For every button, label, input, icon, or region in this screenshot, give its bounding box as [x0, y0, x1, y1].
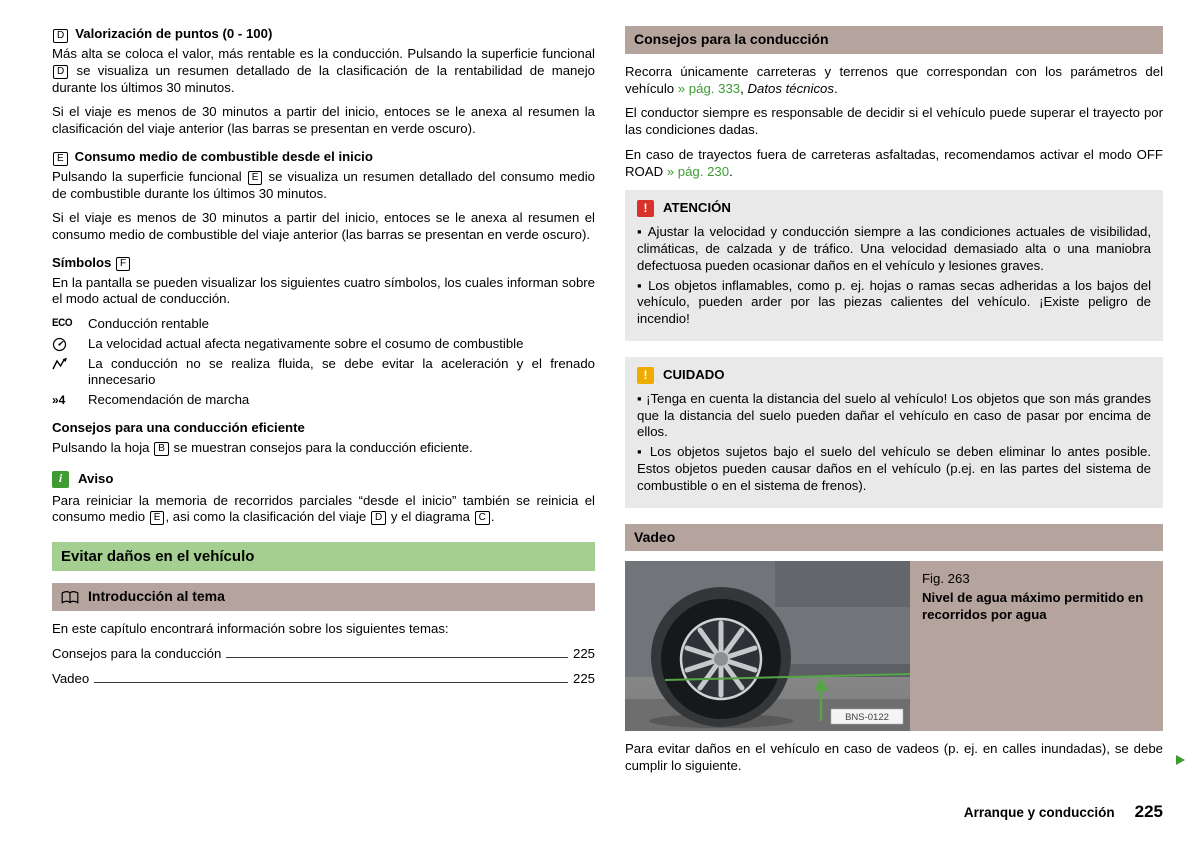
heading-consumo-label: Consumo medio de combustible desde el inicio: [74, 148, 373, 164]
aviso-title: Aviso: [78, 470, 114, 486]
paragraph: [625, 64, 1163, 98]
symbol-description: Conducción rentable: [88, 316, 209, 332]
leader-line: [94, 682, 568, 683]
figure-caption-text: Nivel de agua máximo permitido en recorridos por agua: [922, 590, 1144, 622]
paragraph: [625, 741, 1163, 775]
toc-page-number[interactable]: 225: [572, 671, 595, 687]
figure-caption: [910, 561, 1163, 731]
paragraph: [625, 147, 1163, 181]
section-bar-vadeo: Vadeo: [625, 524, 1163, 552]
caution-title: CUIDADO: [663, 367, 725, 383]
eco-icon: [52, 316, 80, 333]
chapter-reference: Datos técnicos: [747, 80, 834, 96]
symbol-description: La conducción no se realiza fluida, se debe evitar la aceleración y el frenado innecesario: [88, 355, 595, 388]
figure-263: [625, 561, 1163, 731]
toc-page-number[interactable]: 225: [572, 645, 595, 661]
paragraph: [52, 46, 595, 96]
symbol-row: [52, 392, 595, 409]
function-key-E: E: [150, 511, 165, 525]
aviso-note-header: [52, 471, 595, 488]
symbol-description: La velocidad actual afecta negativamente sobre el cosumo de combustible: [88, 335, 524, 351]
caution-item: ▪ ¡Tenga en cuenta la distancia del suelo al vehículo! Los objetos que son más grandes que la distancia del suelo pueden dañar el vehículo en caso de pasar por encima de ellos.: [637, 391, 1151, 441]
attention-item: ▪ Los objetos inflamables, como p. ej. hojas o ramas secas adheridas a los bajos del vehículo, pueden arder por las piezas calientes del vehículo. ¡Existe peligro de incendio!: [637, 278, 1151, 328]
function-key-D: D: [371, 511, 386, 525]
function-key-B: B: [154, 442, 169, 456]
paragraph: [52, 440, 595, 457]
text-run: .: [729, 163, 733, 179]
warning-icon: !: [637, 200, 654, 217]
page-footer: [964, 801, 1163, 823]
heading-simbolos: [52, 255, 595, 272]
function-key-F: F: [116, 257, 130, 271]
non-fluid-driving-icon: [52, 356, 80, 390]
intro-section-bar: [52, 583, 595, 611]
function-key-C: C: [475, 511, 490, 525]
gauge-icon: [52, 337, 67, 352]
page-reference-link[interactable]: » pág. 230: [666, 163, 730, 179]
left-column: [52, 26, 595, 783]
page-columns: [52, 26, 1163, 783]
intro-section-title: Introducción al tema: [88, 588, 225, 605]
text-run: Símbolos: [52, 254, 116, 270]
paragraph: En la pantalla se pueden visualizar los siguientes cuatro símbolos, los cuales informan sobre el modo actual de conducción.: [52, 274, 595, 307]
text-run: se muestran consejos para la conducción eficiente.: [169, 439, 473, 455]
figure-image: [625, 561, 910, 731]
function-key-D: D: [53, 65, 68, 79]
text-run: Pulsando la superficie funcional: [52, 168, 247, 184]
consumption-warning-icon: [52, 336, 80, 353]
heading-eficiente: Consejos para una conducción eficiente: [52, 420, 305, 436]
paragraph: [625, 105, 1163, 139]
heading-valorizacion: [52, 26, 595, 43]
paragraph: [52, 493, 595, 527]
heading-valorizacion-label: Valorización de puntos (0 - 100): [75, 26, 273, 41]
text-run: En caso de trayectos fuera de carreteras asfaltadas, recomendamos activar el modo OFF ROAD: [625, 146, 1163, 179]
text-run: Más alta se coloca el valor, más rentable es la conducción. Pulsando la superficie funcional: [52, 46, 595, 61]
paragraph: [52, 104, 595, 138]
text-run: , asi como la clasificación del viaje: [165, 509, 370, 525]
gear-glyph: »4: [52, 393, 66, 408]
attention-header: [637, 200, 1151, 217]
chapter-heading-bar: Evitar daños en el vehículo: [52, 542, 595, 571]
text-run: Para evitar daños en el vehículo en caso de vadeos (p. ej. en calles inundadas), se debe cumplir lo siguiente.: [625, 741, 1163, 774]
text-run: y el diagrama: [387, 509, 474, 525]
text-run: Si el viaje es menos de 30 minutos a partir del inicio, entoces se le anexa al resumen la clasificación del viaje anterior (las barras se presentan en verde oscuro).: [52, 104, 595, 137]
toc-entry[interactable]: [52, 646, 595, 663]
text-run: se visualiza un resumen detallado de la clasificación de la rentabilidad de manejo durante los últimos 30 minutos.: [52, 62, 595, 95]
eco-glyph: ECO: [52, 317, 73, 330]
function-key-E: E: [53, 152, 68, 166]
paragraph: En este capítulo encontrará información sobre los siguientes temas:: [52, 620, 449, 636]
function-key-D: D: [53, 29, 68, 43]
toc-label[interactable]: Vadeo: [52, 671, 90, 687]
caution-header: [637, 367, 1151, 384]
right-column: [625, 26, 1163, 783]
section-bar-consejos: Consejos para la conducción: [625, 26, 1163, 54]
attention-box: [625, 190, 1163, 341]
text-run: .: [833, 80, 838, 96]
caution-item: ▪ Los objetos sujetos bajo el suelo del vehículo se deben eliminar lo antes posible. Estos objetos pueden causar daños en el vehículo (p.ej. en las partes del sistema de combustible o en el sistema de frenos).: [637, 444, 1151, 494]
footer-chapter-title: Arranque y conducción: [963, 805, 1115, 820]
text-run: ,: [740, 80, 748, 96]
image-code-label: BNS-0122: [845, 712, 889, 724]
attention-title: ATENCIÓN: [663, 200, 731, 216]
text-run: El conductor siempre es responsable de decidir si el vehículo puede superar el trayecto por las condiciones dadas.: [625, 105, 1163, 138]
text-run: Si el viaje es menos de 30 minutos a partir del inicio, entoces se le anexa al resumen el consumo medio de combustible del viaje anterior (las barras se presentan en verde oscuro).: [52, 210, 595, 243]
paragraph: [52, 210, 595, 244]
symbol-description: Recomendación de marcha: [88, 392, 250, 408]
paragraph: [52, 169, 595, 203]
attention-item: ▪ Ajustar la velocidad y conducción siempre a las condiciones actuales de visibilidad, climáticas, de calzada y de tráfico. Una velocidad demasiado alta o una maniobra defectuosa pueden ocasionar daños en el vehículo y lesiones graves.: [637, 224, 1151, 274]
function-key-E: E: [248, 171, 263, 185]
page-reference-link[interactable]: » pág. 333: [677, 80, 741, 96]
footer-page-number: 225: [1134, 802, 1163, 821]
figure-number: Fig. 263: [922, 571, 970, 587]
toc-entry[interactable]: [52, 671, 595, 688]
wading-depth-photo: [625, 561, 910, 731]
text-run: se visualiza un resumen detallado del consumo medio de combustible durante los últimos 30 minutos.: [52, 168, 595, 201]
text-run: Para reiniciar la memoria de recorridos parciales “desde el inicio” también se reinicia el consumo medio: [52, 492, 595, 525]
continuation-arrow-icon: [1176, 755, 1185, 765]
leader-line: [226, 657, 568, 658]
toc-label[interactable]: Consejos para la conducción: [52, 645, 222, 661]
symbol-row: [52, 356, 595, 390]
gear-recommendation-icon: [52, 392, 80, 409]
symbol-row: [52, 316, 595, 333]
caution-icon: !: [637, 367, 654, 384]
text-run: Recorra únicamente carreteras y terrenos que correspondan con los parámetros del vehículo: [625, 63, 1163, 96]
info-icon: i: [52, 471, 69, 488]
book-icon: [61, 590, 79, 605]
text-run: Pulsando la hoja: [52, 439, 154, 455]
caution-box: [625, 357, 1163, 508]
text-run: .: [490, 509, 495, 525]
heading-consumo: [52, 149, 595, 166]
symbol-row: [52, 336, 595, 353]
zigzag-icon: [52, 357, 68, 371]
